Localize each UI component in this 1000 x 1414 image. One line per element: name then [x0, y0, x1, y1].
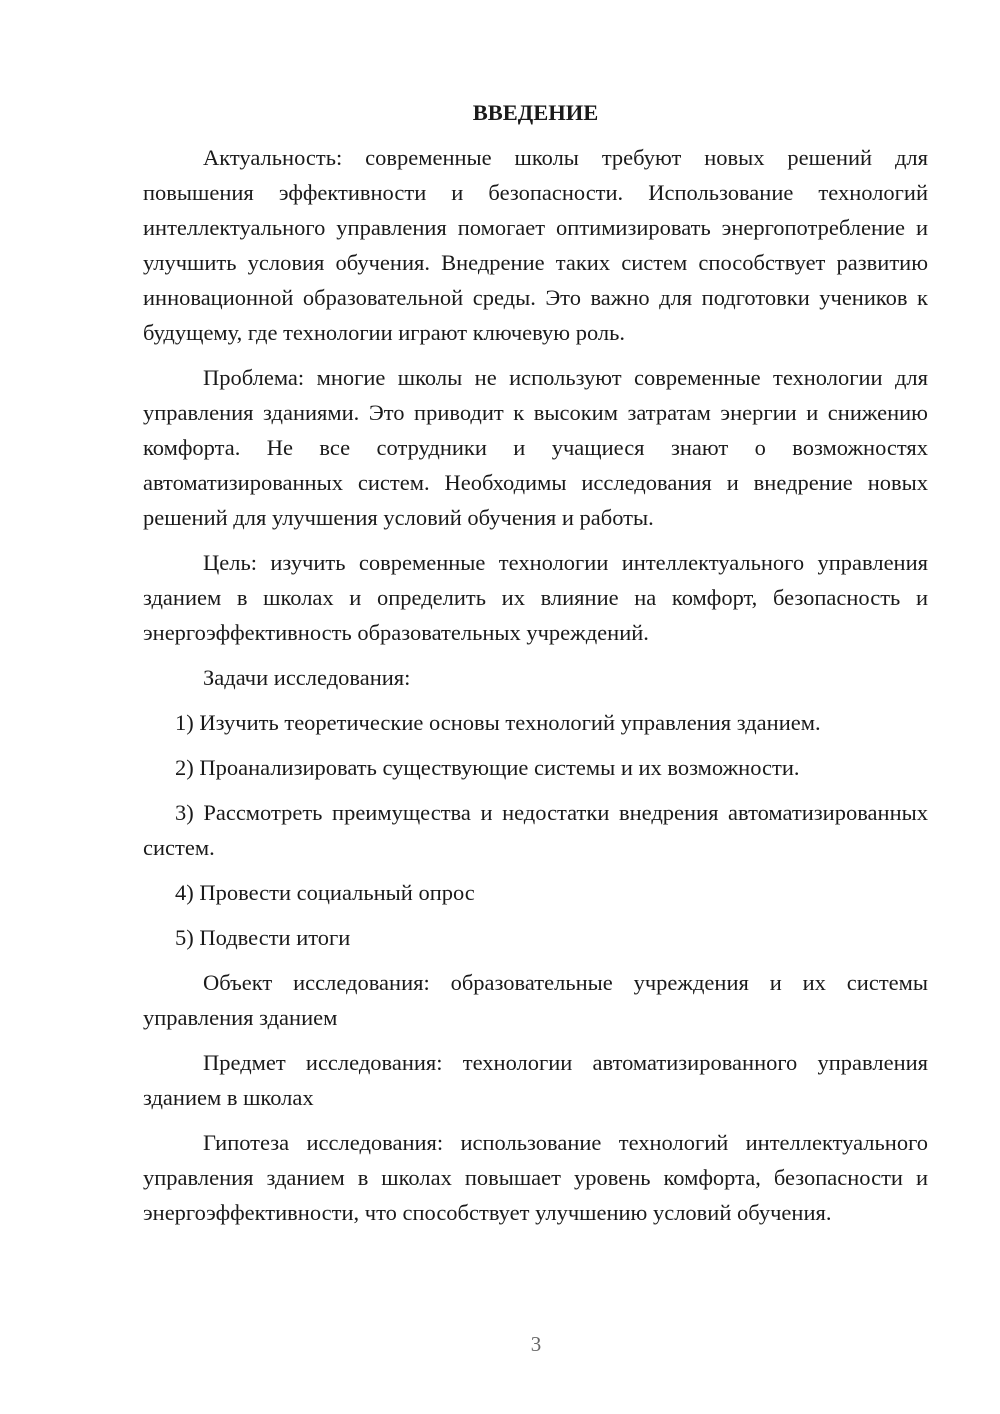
tasks-list [143, 705, 928, 955]
task-item: 1) Изучить теоретические основы технологий управления зданием. [175, 710, 821, 735]
tasks-heading: Задачи исследования: [203, 665, 411, 690]
object-paragraph: Объект исследования: образовательные учреждения и их системы управления зданием [143, 970, 928, 1030]
hypothesis-paragraph: Гипотеза исследования: использование технологий интеллектуального управления зданием в школах повышает уровень комфорта, безопасности и энергоэффективности, что способствует улучшению условий обучения. [143, 1130, 928, 1225]
task-item: 4) Провести социальный опрос [175, 880, 475, 905]
goal-paragraph: Цель: изучить современные технологии интеллектуального управления зданием в школах и определить их влияние на комфорт, безопасность и энергоэффективность образовательных учреждений. [143, 550, 928, 645]
task-item: 2) Проанализировать существующие системы и их возможности. [175, 755, 800, 780]
task-item: 5) Подвести итоги [175, 925, 351, 950]
problem-paragraph: Проблема: многие школы не используют современные технологии для управления зданиями. Это приводит к высоким затратам энергии и снижению комфорта. Не все сотрудники и учащиеся знают о возможностях автоматизированных систем. Необходимы исследования и внедрение новых решений для улучшения условий обучения и работы. [143, 365, 928, 530]
page-title: ВВЕДЕНИЕ [472, 100, 599, 125]
subject-paragraph: Предмет исследования: технологии автоматизированного управления зданием в школах [143, 1050, 928, 1110]
task-item: 3) Рассмотреть преимущества и недостатки внедрения автоматизированных систем. [143, 800, 928, 860]
document-body [143, 95, 928, 1240]
relevance-paragraph: Актуальность: современные школы требуют новых решений для повышения эффективности и безопасности. Использование технологий интеллектуального управления помогает оптимизировать энергопотребление и улучшить условия обучения. Внедрение таких систем способствует развитию инновационной образовательной среды. Это важно для подготовки учеников к будущему, где технологии играют ключевую роль. [143, 145, 928, 345]
page-number: 3 [530, 1332, 542, 1356]
